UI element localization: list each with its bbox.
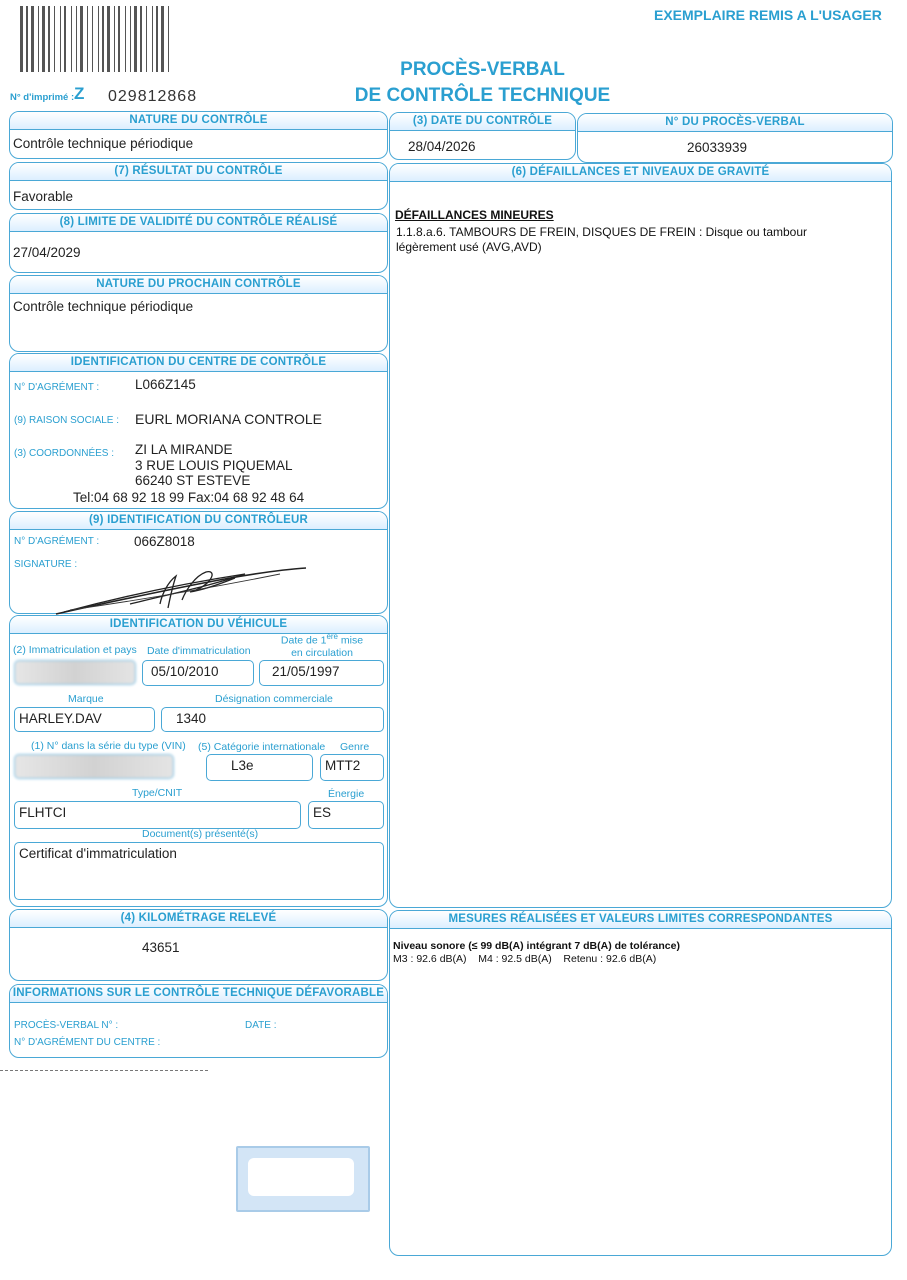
barcode-bar (98, 6, 99, 72)
first-circ-field: 21/05/1997 (259, 660, 384, 686)
first-circ-label-c: en circulation (291, 646, 353, 659)
nature-controle-box (9, 111, 388, 159)
nature-controle-header: NATURE DU CONTRÔLE (10, 112, 387, 130)
prochain-controle-value: Contrôle technique périodique (13, 299, 194, 314)
date-controle-header: (3) DATE DU CONTRÔLE (390, 113, 575, 131)
controleur-signature-label: SIGNATURE : (14, 559, 78, 570)
energie-label: Énergie (328, 788, 365, 800)
controleur-box (9, 511, 388, 614)
defavorable-pv-label: PROCÈS-VERBAL N° : (14, 1020, 119, 1031)
centre-agrement-label: N° D'AGRÉMENT : (14, 382, 100, 393)
barcode-bar (107, 6, 110, 72)
barcode-bar (80, 6, 83, 72)
immatriculation-field (14, 660, 136, 685)
barcode-bar (38, 6, 39, 72)
numero-pv-header: N° DU PROCÈS-VERBAL (578, 114, 892, 132)
limite-validite-header: (8) LIMITE DE VALIDITÉ DU CONTRÔLE RÉALISÉ (10, 214, 387, 232)
defaillances-line2: légèrement usé (AVG,AVD) (396, 240, 542, 254)
numero-pv-box (577, 113, 893, 163)
kilometrage-value: 43651 (142, 940, 180, 955)
barcode-bar (118, 6, 120, 72)
barcode-bar (130, 6, 131, 72)
barcode-bar (26, 6, 28, 72)
print-series: Z (74, 84, 85, 103)
resultat-value: Favorable (13, 189, 74, 204)
barcode-bar (42, 6, 45, 72)
limite-validite-box (9, 213, 388, 273)
centre-coord-label: (3) COORDONNÉES : (14, 448, 115, 459)
mesures-header: MESURES RÉALISÉES ET VALEURS LIMITES CORRESPONDANTES (390, 911, 891, 929)
centre-raison-label: (9) RAISON SOCIALE : (14, 415, 120, 426)
categorie-label: (5) Catégorie internationale (198, 741, 326, 753)
documents-label: Document(s) présenté(s) (142, 828, 259, 840)
date-controle-box (389, 112, 576, 160)
vehicule-header: IDENTIFICATION DU VÉHICULE (10, 616, 387, 634)
nature-controle-value: Contrôle technique périodique (13, 136, 194, 151)
prochain-controle-box (9, 275, 388, 352)
centre-box (9, 353, 388, 509)
barcode-bar (156, 6, 158, 72)
barcode-bar (76, 6, 77, 72)
defavorable-agrement-label: N° D'AGRÉMENT DU CENTRE : (14, 1037, 161, 1048)
print-number: 029812868 (108, 88, 198, 105)
defavorable-box (9, 984, 388, 1058)
defaillances-section-title: DÉFAILLANCES MINEURES (395, 208, 554, 222)
barcode-bar (60, 6, 61, 72)
categorie-field: L3e (206, 754, 313, 781)
defaillances-box (389, 163, 892, 908)
defavorable-header: INFORMATIONS SUR LE CONTRÔLE TECHNIQUE DÉFAVORABLE (10, 985, 387, 1003)
centre-address2: 3 RUE LOUIS PIQUEMAL (135, 458, 293, 473)
controleur-agrement-value: 066Z8018 (134, 534, 195, 549)
date-immat-field: 05/10/2010 (142, 660, 254, 686)
vin-label: (1) N° dans la série du type (VIN) (31, 740, 186, 752)
genre-field: MTT2 (320, 754, 384, 781)
document-title-line2: DE CONTRÔLE TECHNIQUE (354, 85, 611, 106)
controleur-header: (9) IDENTIFICATION DU CONTRÔLEUR (10, 512, 387, 530)
centre-raison-value: EURL MORIANA CONTROLE (135, 411, 322, 427)
copy-label: EXEMPLAIRE REMIS A L'USAGER (654, 7, 882, 23)
barcode-bar (146, 6, 147, 72)
mesures-values: M3 : 92.6 dB(A) M4 : 92.5 dB(A) Retenu : 92.6 dB(A) (393, 953, 657, 965)
date-immat-label: Date d'immatriculation (147, 645, 251, 657)
barcode-bar (125, 6, 126, 72)
marque-field: HARLEY.DAV (14, 707, 155, 732)
defaillances-line1: 1.1.8.a.6. TAMBOURS DE FREIN, DISQUES DE FREIN : Disque ou tambour (396, 225, 808, 239)
barcode-bar (161, 6, 164, 72)
prochain-controle-header: NATURE DU PROCHAIN CONTRÔLE (10, 276, 387, 294)
type-label: Type/CNIT (132, 787, 183, 799)
type-field: FLHTCI (14, 801, 301, 829)
barcode-bar (140, 6, 142, 72)
limite-validite-value: 27/04/2029 (13, 245, 81, 260)
numero-pv-value: 26033939 (687, 140, 748, 155)
barcode-bar (31, 6, 34, 72)
date-controle-value: 28/04/2026 (408, 139, 476, 154)
defavorable-date-label: DATE : (245, 1020, 277, 1031)
kilometrage-box (9, 909, 388, 981)
window-stamp (236, 1146, 370, 1212)
energie-field: ES (308, 801, 384, 829)
barcode-bar (71, 6, 72, 72)
immat-label: (2) Immatriculation et pays (13, 644, 137, 656)
mesures-title: Niveau sonore (≤ 99 dB(A) intégrant 7 dB(A) de tolérance) (393, 940, 680, 952)
barcode-bar (64, 6, 66, 72)
barcode-bar (87, 6, 88, 72)
vin-field (14, 754, 174, 779)
vehicule-box (9, 615, 388, 907)
first-circ-label (272, 631, 372, 659)
centre-header: IDENTIFICATION DU CENTRE DE CONTRÔLE (10, 354, 387, 372)
fold-line (0, 1070, 208, 1071)
barcode-bar (168, 6, 169, 72)
barcode-bar (152, 6, 153, 72)
genre-label: Genre (340, 741, 370, 753)
first-circ-label-a: Date de 1 (280, 634, 327, 647)
controleur-agrement-label: N° D'AGRÉMENT : (14, 536, 100, 547)
barcode-bar (92, 6, 93, 72)
first-circ-label-sup: ère (326, 632, 338, 641)
barcode-bar (54, 6, 55, 72)
mesures-box (389, 910, 892, 1256)
defaillances-header: (6) DÉFAILLANCES ET NIVEAUX DE GRAVITÉ (390, 164, 891, 182)
designation-field: 1340 (161, 707, 384, 732)
barcode-bar (48, 6, 50, 72)
centre-phone: Tel:04 68 92 18 99 Fax:04 68 92 48 64 (73, 490, 305, 505)
resultat-header: (7) RÉSULTAT DU CONTRÔLE (10, 163, 387, 181)
centre-address1: ZI LA MIRANDE (135, 442, 233, 457)
barcode (20, 6, 220, 72)
barcode-bar (20, 6, 23, 72)
barcode-bar (114, 6, 115, 72)
document-title-line1: PROCÈS-VERBAL (400, 59, 565, 80)
first-circ-label-b: mise (338, 634, 364, 647)
barcode-bar (102, 6, 104, 72)
marque-label: Marque (68, 693, 104, 705)
resultat-box (9, 162, 388, 210)
centre-address3: 66240 ST ESTEVE (135, 473, 251, 488)
documents-field: Certificat d'immatriculation (14, 842, 384, 900)
centre-agrement-value: L066Z145 (135, 377, 196, 392)
print-number-label: N° d'imprimé : (10, 92, 75, 103)
signature-image (50, 564, 310, 619)
barcode-bar (134, 6, 137, 72)
kilometrage-header: (4) KILOMÉTRAGE RELEVÉ (10, 910, 387, 928)
designation-label: Désignation commerciale (215, 693, 333, 705)
